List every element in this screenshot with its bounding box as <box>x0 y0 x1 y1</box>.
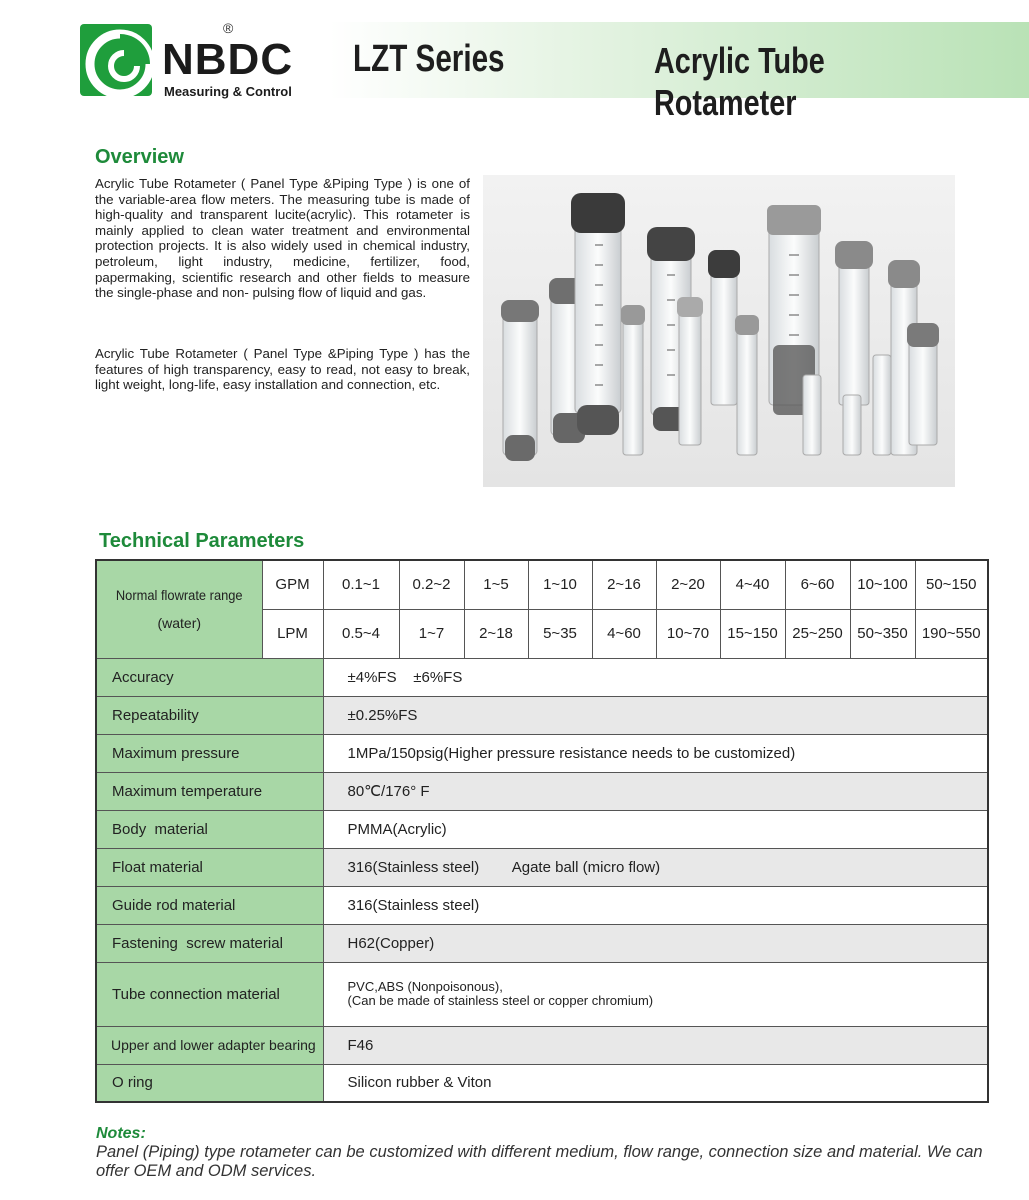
table-row <box>96 734 988 772</box>
param-label: O ring <box>96 1064 323 1102</box>
lpm-value: 10~70 <box>656 609 720 658</box>
notes-heading: Notes: <box>96 1125 146 1142</box>
notes-text: Panel (Piping) type rotameter can be customized with different medium, flow range, connection size and material. We can offer OEM and ODM services. <box>96 1143 983 1180</box>
gpm-value: 6~60 <box>785 560 850 609</box>
param-value: F46 <box>323 1026 988 1064</box>
tech-params-table <box>95 559 989 1103</box>
param-value-line: PVC,ABS (Nonpoisonous), <box>347 979 503 994</box>
param-label: Fastening screw material <box>96 924 323 962</box>
rotameter-tube <box>835 241 873 405</box>
table-row <box>96 848 988 886</box>
param-value: ±4%FS ±6%FS <box>323 658 988 696</box>
param-value: H62(Copper) <box>323 924 988 962</box>
flowrate-label-sub: (water) <box>157 615 202 632</box>
param-value: 316(Stainless steel) <box>323 886 988 924</box>
param-label: Tube connection material <box>96 962 323 1026</box>
brand-logo <box>78 14 318 100</box>
param-label: Guide rod material <box>96 886 323 924</box>
gpm-value: 2~20 <box>656 560 720 609</box>
rotameter-tube <box>501 300 539 461</box>
gpm-value: 0.2~2 <box>399 560 464 609</box>
product-photo <box>483 175 955 487</box>
brand-name: NBDC <box>162 35 294 84</box>
tech-params-heading: Technical Parameters <box>99 530 305 552</box>
overview-paragraph-1: Acrylic Tube Rotameter ( Panel Type &Piping Type ) is one of the variable-area flow meters. The measuring tube is made of high-quality and transparent lucite(acrylic). This rotameter is mainly applied to clean water treatment and environmental protection projects. It is also widely used in chemical industry, petroleum, light industry, medicine, fertilizer, food, papermaking, scientific research and other fields to measure the single-phase and non- pulsing flow of liquid and gas. <box>95 176 470 301</box>
table-row <box>96 924 988 962</box>
gpm-unit: GPM <box>262 560 323 609</box>
param-value: ±0.25%FS <box>323 696 988 734</box>
gpm-value: 10~100 <box>850 560 915 609</box>
gpm-value: 50~150 <box>915 560 988 609</box>
param-value: 1MPa/150psig(Higher pressure resistance needs to be customized) <box>323 734 988 772</box>
param-label: Upper and lower adapter bearing <box>96 1026 323 1064</box>
param-label: Float material <box>96 848 323 886</box>
gpm-value: 2~16 <box>592 560 656 609</box>
table-row <box>96 658 988 696</box>
brand-subtitle: Measuring & Control <box>164 84 292 99</box>
lpm-value: 50~350 <box>850 609 915 658</box>
param-value: 80℃/176° F <box>323 772 988 810</box>
registered-mark: ® <box>223 20 234 36</box>
lpm-unit: LPM <box>262 609 323 658</box>
param-value-line: (Can be made of stainless steel or copper chromium) <box>347 993 654 1008</box>
param-value: Silicon rubber & Viton <box>323 1064 988 1102</box>
gpm-value: 4~40 <box>720 560 785 609</box>
table-row <box>96 886 988 924</box>
overview-paragraph-2: Acrylic Tube Rotameter ( Panel Type &Piping Type ) has the features of high transparency, easy to read, not easy to break, light weight, long-life, easy installation and connection, etc. <box>95 346 470 393</box>
lpm-value: 5~35 <box>528 609 592 658</box>
gpm-value: 1~10 <box>528 560 592 609</box>
param-value: 316(Stainless steel) Agate ball (micro flow) <box>323 848 988 886</box>
lpm-value: 190~550 <box>915 609 988 658</box>
lpm-value: 1~7 <box>399 609 464 658</box>
nbdc-logo-icon <box>80 24 152 96</box>
param-label: Accuracy <box>96 658 323 696</box>
series-title: LZT Series <box>353 38 505 80</box>
table-row <box>96 810 988 848</box>
lpm-value: 4~60 <box>592 609 656 658</box>
table-row <box>96 962 988 1026</box>
param-label: Repeatability <box>96 696 323 734</box>
gpm-value: 1~5 <box>464 560 528 609</box>
param-label: Maximum temperature <box>96 772 323 810</box>
param-value: PMMA(Acrylic) <box>323 810 988 848</box>
param-label: Maximum pressure <box>96 734 323 772</box>
lpm-value: 0.5~4 <box>323 609 399 658</box>
lpm-value: 25~250 <box>785 609 850 658</box>
param-label: Body material <box>96 810 323 848</box>
table-row <box>96 1026 988 1064</box>
table-row <box>96 696 988 734</box>
rotameter-tube <box>888 260 939 455</box>
overview-heading: Overview <box>95 146 184 168</box>
gpm-value: 0.1~1 <box>323 560 399 609</box>
param-value <box>323 962 988 1026</box>
table-row <box>96 1064 988 1102</box>
flowrate-label: Normal flowrate range <box>115 587 243 604</box>
rotameter-tube <box>571 193 625 435</box>
lpm-value: 15~150 <box>720 609 785 658</box>
flowrate-label-cell <box>96 560 262 658</box>
product-title: Acrylic Tube Rotameter <box>654 40 825 123</box>
gpm-row <box>96 560 988 609</box>
table-row <box>96 772 988 810</box>
lpm-value: 2~18 <box>464 609 528 658</box>
